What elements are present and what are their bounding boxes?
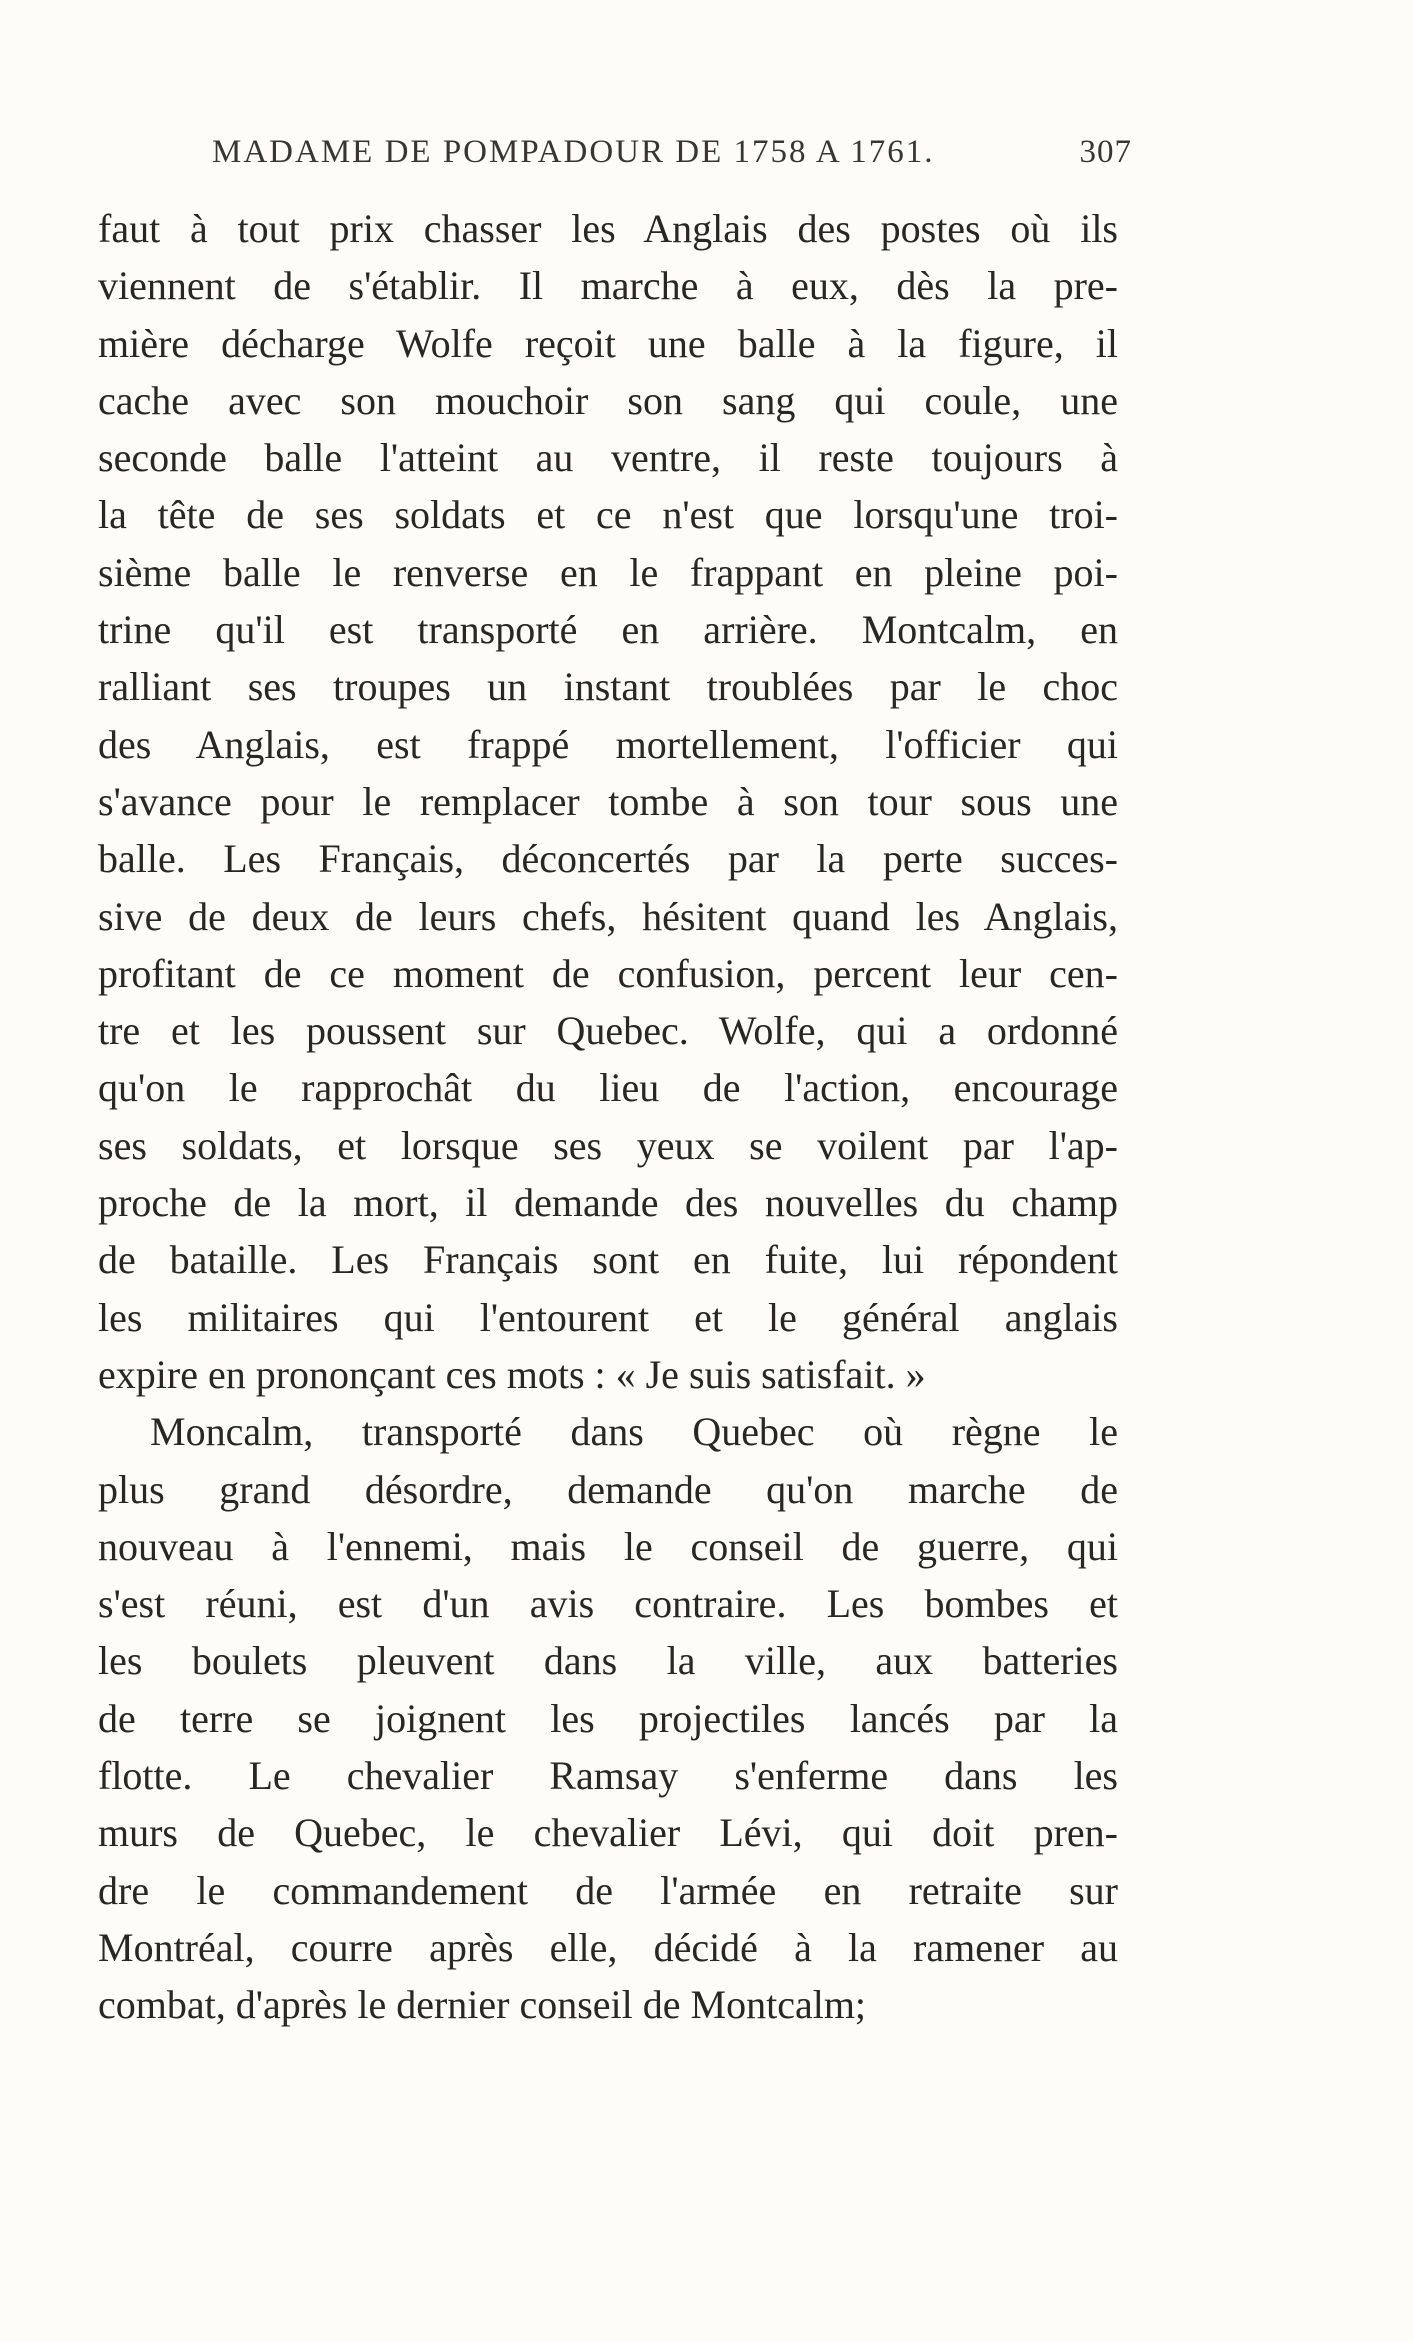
text-line: combat, d'après le dernier conseil de Montcalm; <box>98 1982 867 2028</box>
text-line: ses soldats, et lorsque ses yeux se voilent par l'ap- <box>98 1122 1118 1168</box>
text-line: expire en prononçant ces mots : « Je suis satisfait. » <box>98 1351 926 1397</box>
running-head-title: MADAME DE POMPADOUR DE 1758 A 1761. <box>212 134 935 170</box>
paragraph-2 <box>98 1403 1118 2033</box>
text-line: balle. Les Français, déconcertés par la perte succes- <box>98 836 1118 882</box>
text-line: dre le commandement de l'armée en retraite sur <box>98 1867 1118 1913</box>
text-line: plus grand désordre, demande qu'on marche de <box>98 1466 1118 1512</box>
running-head <box>212 134 1132 174</box>
text-line: viennent de s'établir. Il marche à eux, dès la pre- <box>98 263 1118 309</box>
text-line: de bataille. Les Français sont en fuite, lui répondent <box>98 1237 1118 1283</box>
text-line: trine qu'il est transporté en arrière. Montcalm, en <box>98 607 1118 653</box>
text-line: faut à tout prix chasser les Anglais des postes où ils <box>98 206 1118 251</box>
paragraph-1 <box>98 200 1118 1403</box>
body-text <box>98 200 1118 2034</box>
text-line: mière décharge Wolfe reçoit une balle à la figure, il <box>98 320 1118 366</box>
text-line: les boulets pleuvent dans la ville, aux batteries <box>98 1638 1118 1684</box>
text-line: Montréal, courre après elle, décidé à la ramener au <box>98 1924 1118 1970</box>
text-line: sive de deux de leurs chefs, hésitent quand les Anglais, <box>98 893 1118 939</box>
text-line: s'est réuni, est d'un avis contraire. Les bombes et <box>98 1581 1118 1627</box>
text-line: Moncalm, transporté dans Quebec où règne le <box>150 1409 1118 1455</box>
text-line: nouveau à l'ennemi, mais le conseil de guerre, qui <box>98 1523 1118 1569</box>
text-line: sième balle le renverse en le frappant en pleine poi- <box>98 549 1118 595</box>
text-line: proche de la mort, il demande des nouvelles du champ <box>98 1180 1118 1226</box>
text-line: cache avec son mouchoir son sang qui coule, une <box>98 377 1118 423</box>
text-line: ralliant ses troupes un instant troublées par le choc <box>98 664 1118 710</box>
text-line: de terre se joignent les projectiles lancés par la <box>98 1695 1118 1741</box>
text-line: tre et les poussent sur Quebec. Wolfe, qui a ordonné <box>98 1008 1118 1054</box>
text-line: la tête de ses soldats et ce n'est que lorsqu'une troi- <box>98 492 1118 538</box>
text-line: des Anglais, est frappé mortellement, l'officier qui <box>98 721 1118 767</box>
page-number: 307 <box>1079 134 1132 170</box>
text-line: flotte. Le chevalier Ramsay s'enferme dans les <box>98 1753 1118 1799</box>
text-line: seconde balle l'atteint au ventre, il reste toujours à <box>98 435 1118 481</box>
text-line: s'avance pour le remplacer tombe à son tour sous une <box>98 778 1118 824</box>
text-line: les militaires qui l'entourent et le général anglais <box>98 1294 1118 1340</box>
text-line: qu'on le rapprochât du lieu de l'action, encourage <box>98 1065 1118 1111</box>
text-line: murs de Quebec, le chevalier Lévi, qui doit pren- <box>98 1810 1118 1856</box>
text-line: profitant de ce moment de confusion, percent leur cen- <box>98 950 1118 996</box>
